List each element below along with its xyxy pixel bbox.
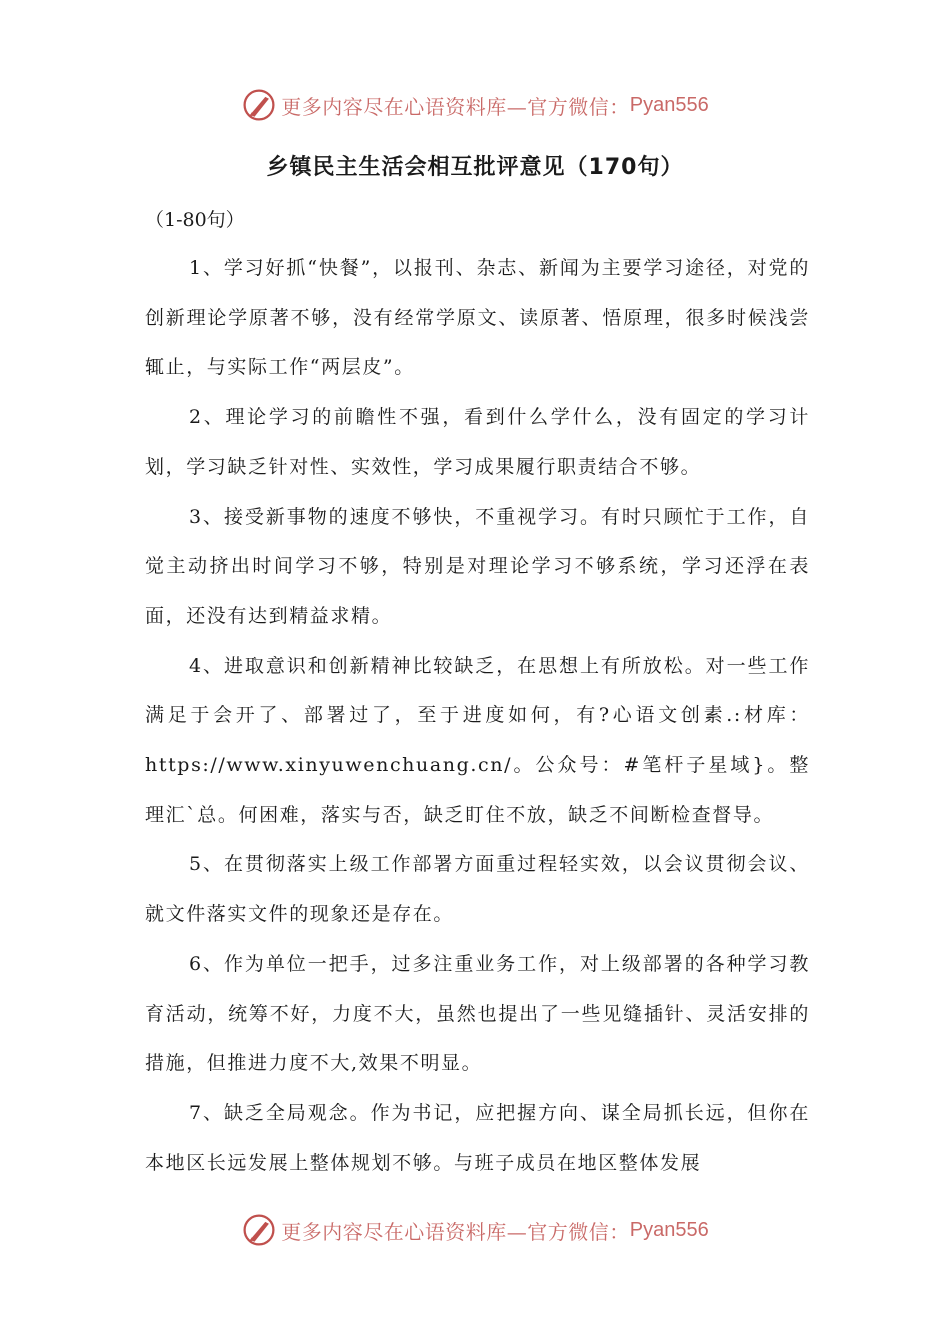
list-item: 7、缺乏全局观念。作为书记，应把握方向、谋全局抓长远，但你在本地区长远发展上整体规划不够。与班子成员在地区整体发展 (145, 1101, 810, 1174)
watermark-brand-text: 更多内容尽在心语资料库—官方微信： (281, 94, 630, 119)
list-item: 5、在贯彻落实上级工作部署方面重过程轻实效，以会议贯彻会议、就文件落实文件的现象还是存在。 (145, 853, 810, 926)
section-range-label: （1-80句） (145, 209, 245, 231)
list-item: 1、学习好抓“快餐”，以报刊、杂志、新闻为主要学习途径，对党的创新理论学原著不够，没有经常学原文、读原著、悟原理，很多时候浅尝辄止，与实际工作“两层皮”。 (145, 257, 810, 379)
watermark-banner-bottom (0, 1205, 950, 1255)
list-item: 4、进取意识和创新精神比较缺乏，在思想上有所放松。对一些工作满足于会开了、部署过了，至于进度如何，有?心语文创素.:材库：https://www.xinyuwenchuang.cn/。公众号：#笔杆子星域}。整理汇`总。何困难，落实与否，缺乏盯住不放，缺乏不间断检查督导。 (145, 654, 810, 826)
criticism-list (145, 244, 810, 1188)
quill-pen-logo-icon (241, 1212, 277, 1248)
watermark-brand-text: 更多内容尽在心语资料库—官方微信： (281, 1219, 630, 1244)
watermark-banner-top (0, 80, 950, 130)
list-item: 2、理论学习的前瞻性不强，看到什么学什么，没有固定的学习计划，学习缺乏针对性、实效性，学习成果履行职责结合不够。 (145, 406, 810, 478)
document-title: 乡镇民主生活会相互批评意见（170句） (266, 155, 684, 180)
list-item: 3、接受新事物的速度不够快，不重视学习。有时只顾忙于工作，自觉主动挤出时间学习不够，特别是对理论学习不够系统，学习还浮在表面，还没有达到精益求精。 (145, 505, 810, 627)
quill-pen-logo-icon (241, 87, 277, 123)
list-item: 6、作为单位一把手，过多注重业务工作，对上级部署的各种学习教育活动，统筹不好，力度不大，虽然也提出了一些见缝插针、灵活安排的措施，但推进力度不大,效果不明显。 (145, 952, 810, 1075)
watermark-wechat-id: Pyan556 (629, 93, 709, 116)
watermark-wechat-id: Pyan556 (629, 1218, 709, 1241)
